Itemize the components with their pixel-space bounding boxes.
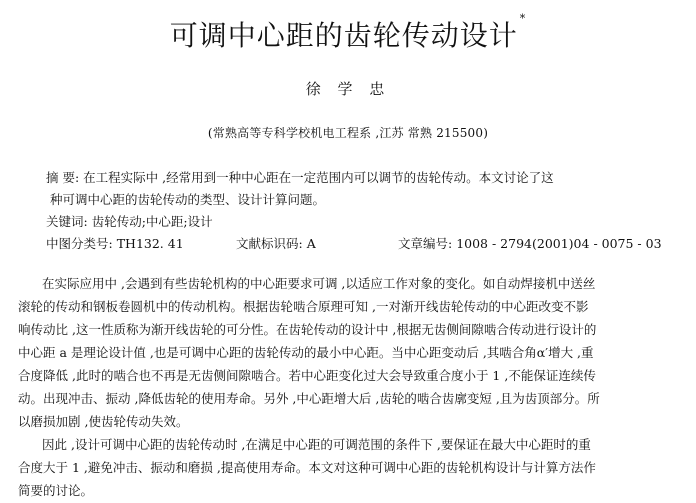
doc-code-value: A — [306, 236, 316, 251]
paragraph-1-line-6: 动。出现冲击、振动 ,降低齿轮的使用寿命。另外 ,中心距增大后 ,齿轮的啮合齿廓变短 ,且为齿顶部分。所 — [18, 391, 600, 406]
abstract-line-2 — [46, 189, 666, 211]
doc-code-label: 文献标识码: — [236, 236, 303, 251]
abstract-label: 摘 要: — [46, 170, 80, 185]
abstract-text-1: 在工程实际中 ,经常用到一种中心距在一定范围内可以调节的齿轮传动。本文讨论了这 — [83, 170, 554, 185]
paragraph-2-line-3: 简要的讨论。 — [18, 483, 94, 498]
paragraph-1-line-7: 以磨损加剧 ,使齿轮传动失效。 — [18, 414, 189, 429]
abstract-section — [46, 167, 666, 255]
paragraph-1-line-4: 中心距 a 是理论设计值 ,也是可调中心距的齿轮传动的最小中心距。当中心距变动后 ,其啮合角α′增大 ,重 — [18, 345, 594, 360]
paragraph-1-line-3: 响传动比 ,这一性质称为渐开线齿轮的可分性。在齿轮传动的设计中 ,根据无齿侧间隙啮合传动进行设计的 — [18, 322, 597, 337]
paragraph-1-line-1: 在实际应用中 ,会遇到有些齿轮机构的中心距要求可调 ,以适应工作对象的变化。如自动焊接机中送丝 — [42, 276, 596, 291]
paragraph-2-line-2: 合度大于 1 ,避免冲击、振动和磨损 ,提高使用寿命。本文对这种可调中心距的齿轮机构设计与计算方法作 — [18, 460, 596, 475]
article-number-value: 1008 - 2794(2001)04 - 0075 - 03 — [456, 236, 662, 251]
clc-field — [46, 233, 184, 255]
title-footnote-mark: * — [519, 12, 527, 25]
keywords-label: 关键词: — [46, 214, 88, 229]
author-name: 徐 学 忠 — [305, 80, 391, 98]
paper-title-text: 可调中心距的齿轮传动设计 — [169, 19, 518, 52]
abstract-text-2: 种可调中心距的齿轮传动的类型、设计计算问题。 — [50, 192, 326, 207]
article-number-label: 文章编号: — [398, 236, 453, 251]
paper-title — [0, 14, 696, 54]
clc-value: TH132. 41 — [116, 236, 184, 251]
article-number-field — [398, 233, 662, 255]
paragraph-1 — [18, 272, 684, 433]
abstract-line-1 — [46, 167, 666, 189]
classification-line — [46, 233, 666, 255]
paragraph-1-line-2: 滚轮的传动和钢板卷圆机中的传动机构。根据齿轮啮合原理可知 ,一对渐开线齿轮传动的中心距改变不影 — [18, 299, 589, 314]
author-affiliation: (常熟高等专科学校机电工程系 ,江苏 常熟 215500) — [207, 126, 489, 140]
clc-label: 中图分类号: — [46, 236, 113, 251]
keywords-value: 齿轮传动;中心距;设计 — [91, 214, 213, 229]
paragraph-2-line-1: 因此 ,设计可调中心距的齿轮传动时 ,在满足中心距的可调范围的条件下 ,要保证在最大中心距时的重 — [42, 437, 591, 452]
doc-code-field — [236, 233, 316, 255]
paragraph-1-line-5: 合度降低 ,此时的啮合也不再是无齿侧间隙啮合。若中心距变化过大会导致重合度小于 1 ,不能保证连续传 — [18, 368, 596, 383]
body-section — [18, 272, 684, 502]
paragraph-2 — [18, 433, 684, 502]
keywords-line — [46, 211, 666, 233]
